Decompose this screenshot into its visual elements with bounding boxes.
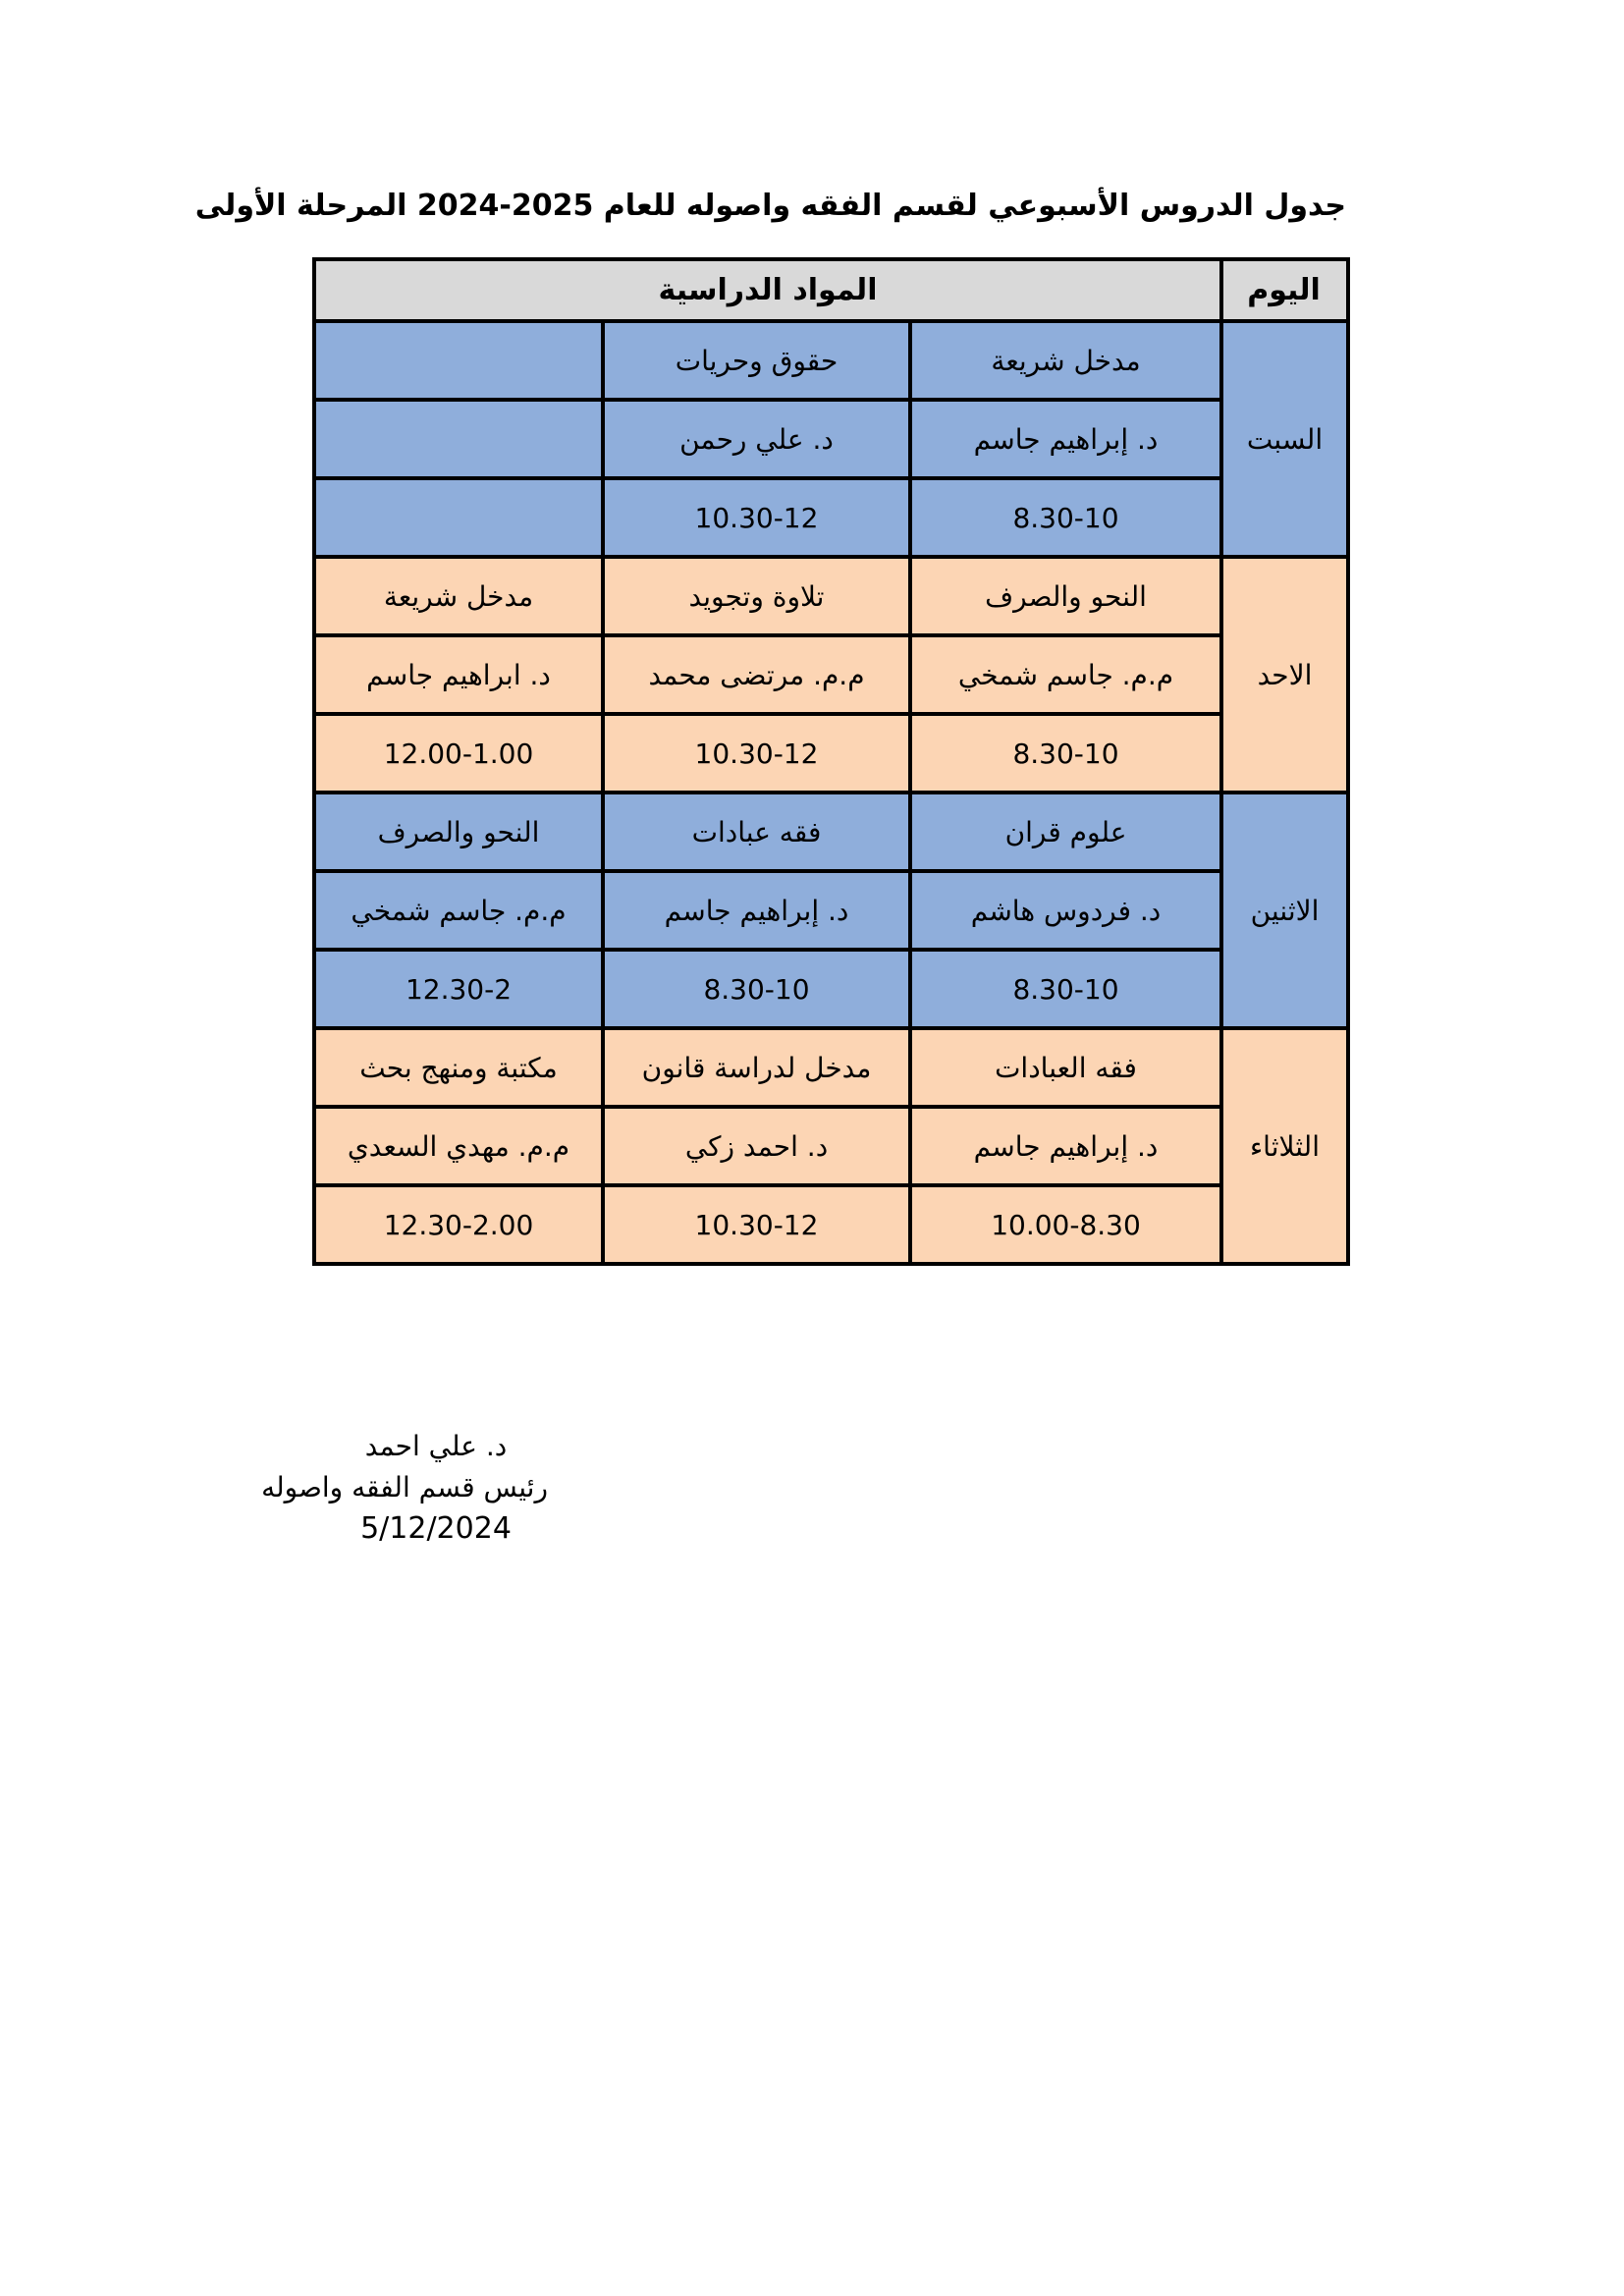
time-cell: 12.30-2.00	[314, 1185, 603, 1264]
time-cell: 8.30-10	[910, 714, 1221, 793]
time-cell	[314, 478, 603, 557]
times-row	[314, 1185, 1348, 1264]
table-header-row	[314, 259, 1348, 321]
subject-cell	[314, 321, 603, 400]
subject-cell: مدخل شريعة	[910, 321, 1221, 400]
time-cell: 8.30-10	[603, 950, 910, 1028]
day-cell: الاثنين	[1221, 793, 1348, 1028]
header-subjects: المواد الدراسية	[314, 259, 1221, 321]
teacher-cell: د. إبراهيم جاسم	[910, 1107, 1221, 1185]
day-cell: الثلاثاء	[1221, 1028, 1348, 1264]
day-cell: السبت	[1221, 321, 1348, 557]
subjects-row	[314, 557, 1348, 635]
time-cell: 12.00-1.00	[314, 714, 603, 793]
times-row	[314, 950, 1348, 1028]
teacher-cell: م.م. مرتضى محمد	[603, 635, 910, 714]
teachers-row	[314, 1107, 1348, 1185]
subject-cell: تلاوة وتجويد	[603, 557, 910, 635]
time-cell: 10.30-12	[603, 478, 910, 557]
times-row	[314, 478, 1348, 557]
time-cell: 10.30-12	[603, 1185, 910, 1264]
teacher-cell: د. إبراهيم جاسم	[603, 871, 910, 950]
teacher-cell: م.م. مهدي السعدي	[314, 1107, 603, 1185]
day-cell: الاحد	[1221, 557, 1348, 793]
schedule-table	[312, 257, 1350, 1266]
subject-cell: فقه العبادات	[910, 1028, 1221, 1107]
time-cell: 12.30-2	[314, 950, 603, 1028]
subject-cell: مدخل شريعة	[314, 557, 603, 635]
teacher-cell: د. فردوس هاشم	[910, 871, 1221, 950]
teacher-cell: م.م. جاسم شمخي	[314, 871, 603, 950]
subjects-row	[314, 1028, 1348, 1107]
teacher-cell: د. إبراهيم جاسم	[910, 400, 1221, 478]
page-title: جدول الدروس الأسبوعي لقسم الفقه واصوله للعام 2025-2024 المرحلة الأولى	[194, 189, 1346, 223]
teacher-cell	[314, 400, 603, 478]
subjects-row	[314, 321, 1348, 400]
subjects-row	[314, 793, 1348, 871]
day-block-monday	[314, 793, 1348, 1028]
subject-cell: علوم قران	[910, 793, 1221, 871]
teacher-cell: د. ابراهيم جاسم	[314, 635, 603, 714]
subject-cell: النحو والصرف	[314, 793, 603, 871]
time-cell: 10.00-8.30	[910, 1185, 1221, 1264]
signature-date: 5/12/2024	[360, 1511, 512, 1546]
subject-cell: النحو والصرف	[910, 557, 1221, 635]
subject-cell: مكتبة ومنهج بحث	[314, 1028, 603, 1107]
teachers-row	[314, 400, 1348, 478]
time-cell: 10.30-12	[603, 714, 910, 793]
teacher-cell: م.م. جاسم شمخي	[910, 635, 1221, 714]
header-day: اليوم	[1221, 259, 1348, 321]
teacher-cell: د. احمد زكي	[603, 1107, 910, 1185]
times-row	[314, 714, 1348, 793]
teachers-row	[314, 635, 1348, 714]
day-block-sunday	[314, 557, 1348, 793]
subject-cell: مدخل لدراسة قانون	[603, 1028, 910, 1107]
day-block-tuesday	[314, 1028, 1348, 1264]
time-cell: 8.30-10	[910, 950, 1221, 1028]
signature-name: د. علي احمد	[364, 1430, 508, 1462]
signature-block	[261, 1426, 548, 1550]
teacher-cell: د. علي رحمن	[603, 400, 910, 478]
subject-cell: فقه عبادات	[603, 793, 910, 871]
signature-role: رئيس قسم الفقه واصوله	[261, 1471, 548, 1503]
time-cell: 8.30-10	[910, 478, 1221, 557]
subject-cell: حقوق وحريات	[603, 321, 910, 400]
day-block-saturday	[314, 321, 1348, 557]
teachers-row	[314, 871, 1348, 950]
